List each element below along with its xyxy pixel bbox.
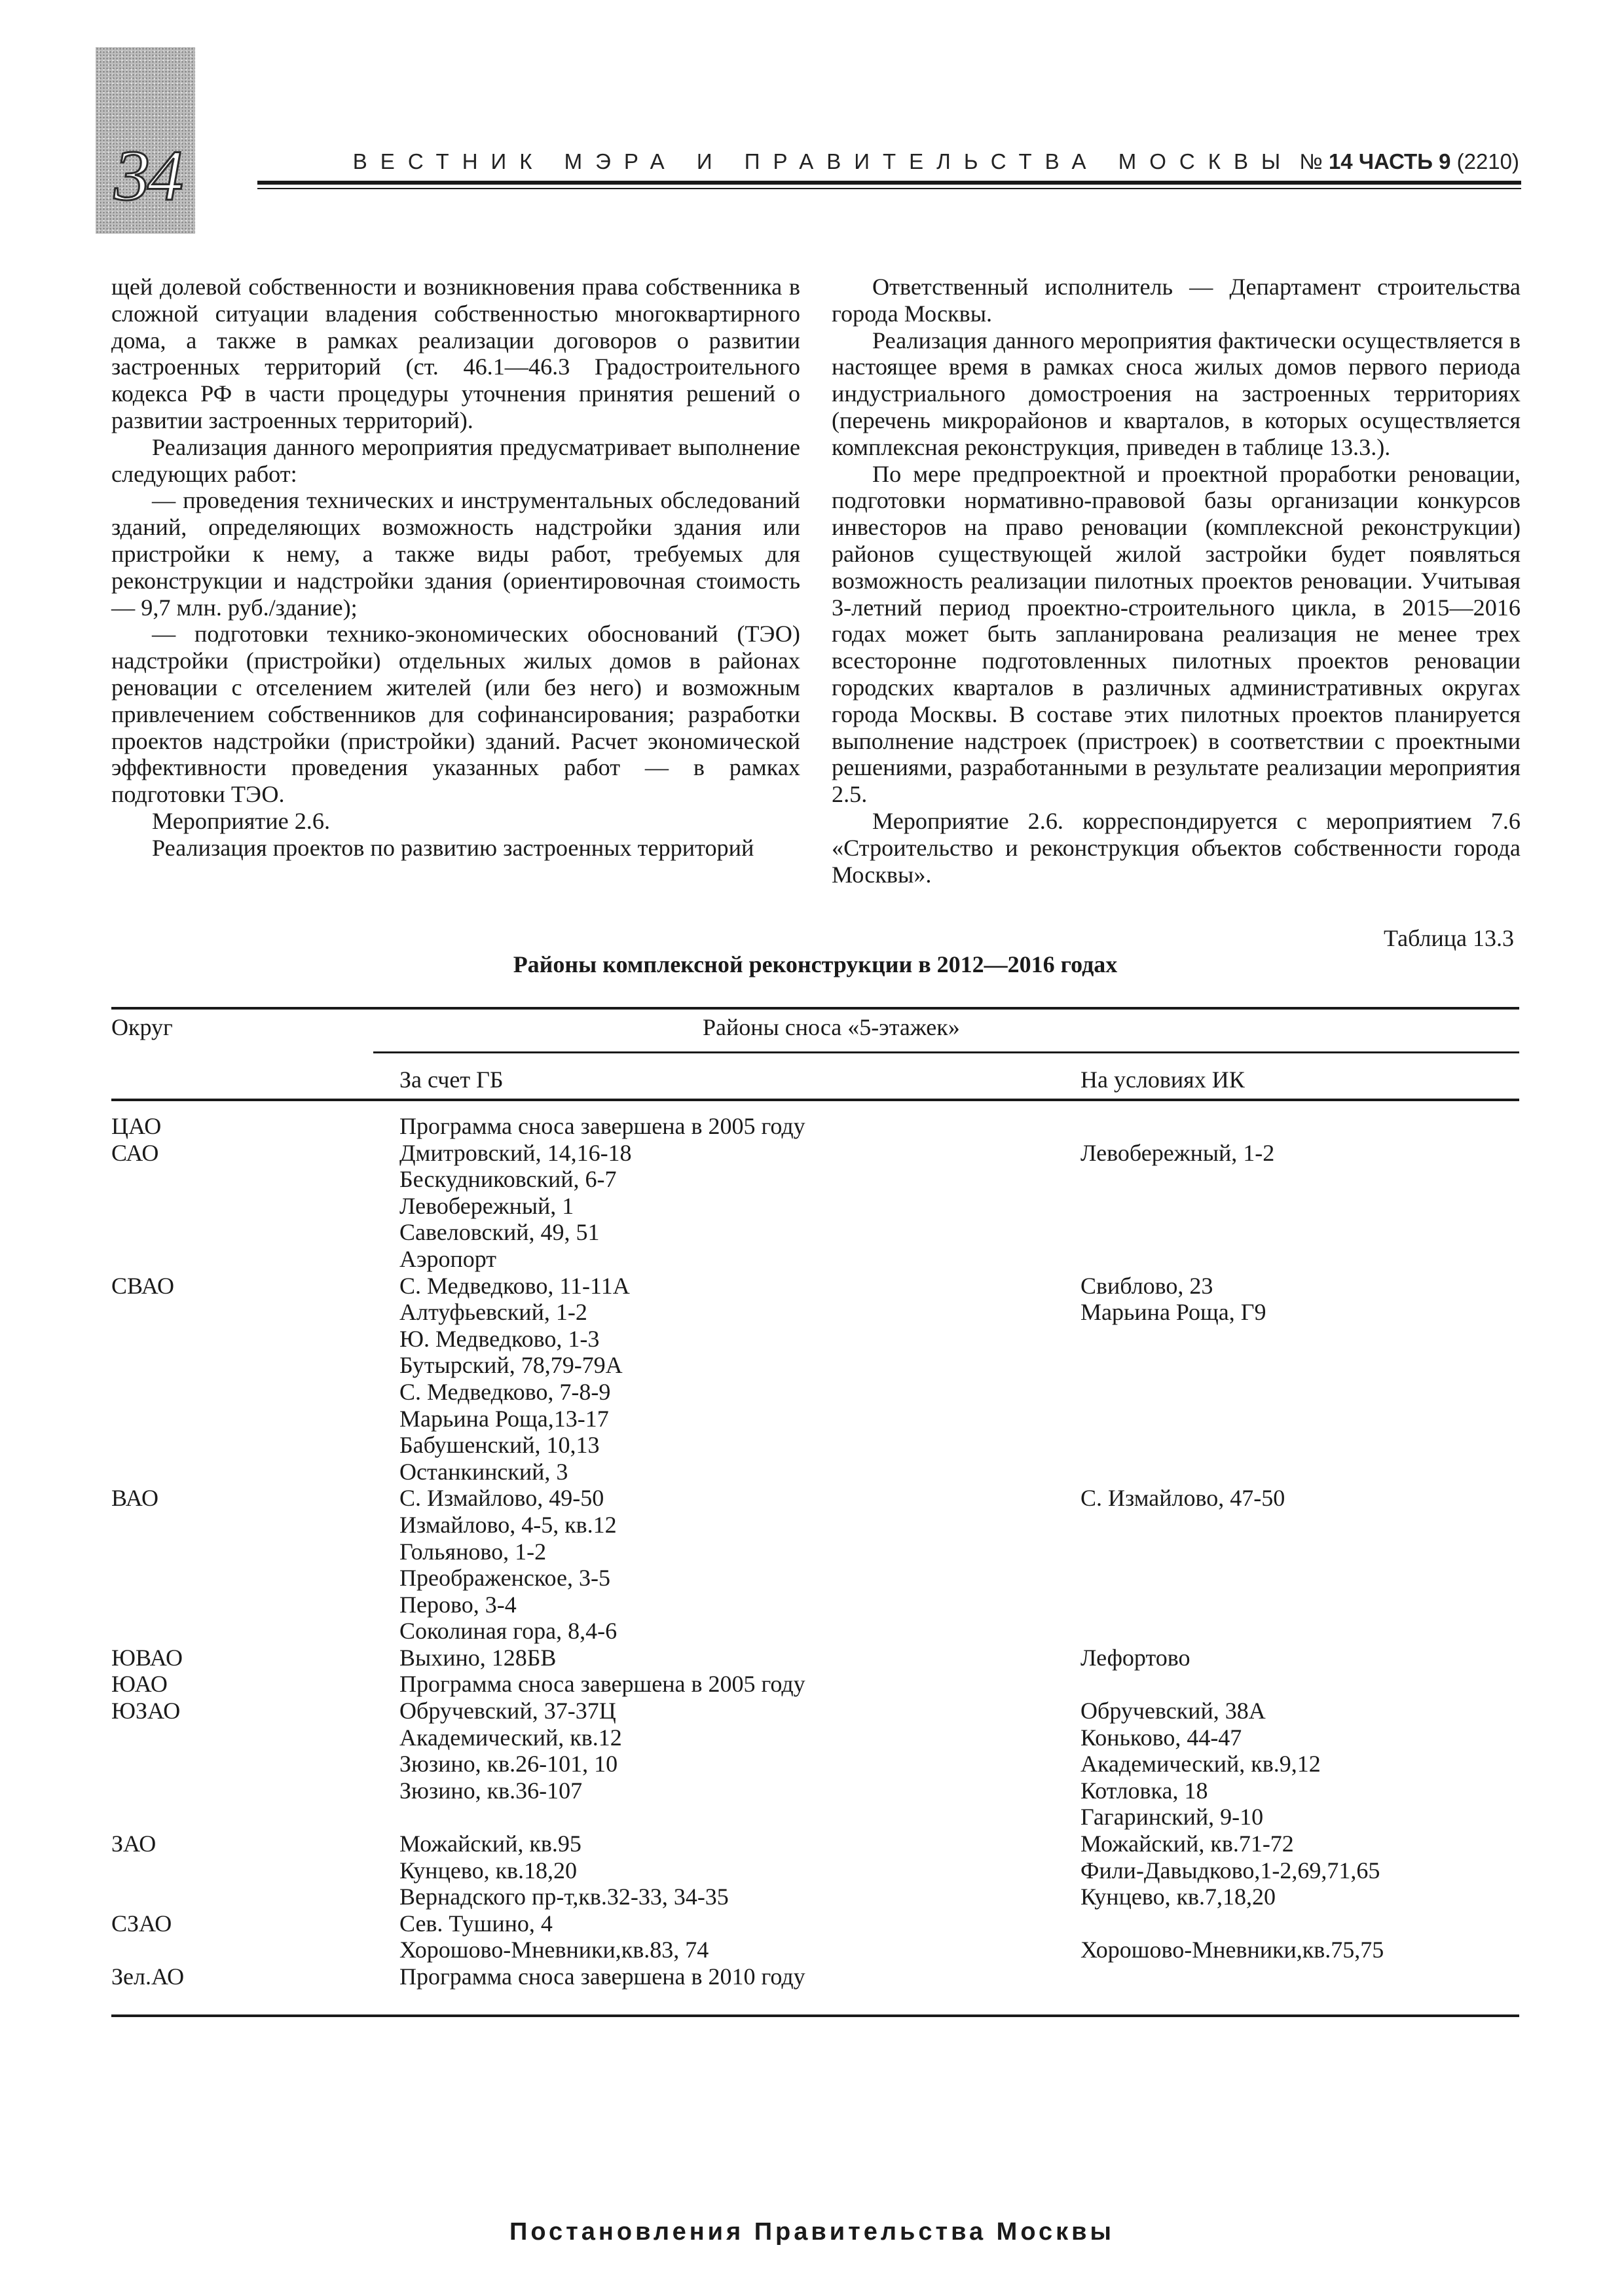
cell-gb: Соколиная гора, 8,4-6 — [399, 1618, 618, 1645]
cell-gb: Кунцево, кв.18,20 — [399, 1857, 578, 1884]
header-rule — [257, 181, 1521, 185]
table-row — [111, 1831, 1519, 1857]
paragraph: Реализация данного мероприятия предусматривает выполнение следующих работ: — [111, 433, 800, 487]
table-row — [111, 1698, 1519, 1724]
cell-gb: Программа сноса завершена в 2005 году — [399, 1671, 805, 1698]
table-row — [111, 1326, 1519, 1353]
table-row — [111, 1618, 1519, 1645]
table-row — [111, 1910, 1519, 1937]
table-row — [111, 1193, 1519, 1220]
cell-ik: Кунцево, кв.7,18,20 — [1080, 1884, 1276, 1910]
table-body — [111, 1113, 1519, 1990]
cell-gb: Останкинский, 3 — [399, 1458, 568, 1485]
table-row — [111, 1379, 1519, 1406]
cell-gb: Зюзино, кв.26-101, 10 — [399, 1751, 618, 1777]
cell-gb: Вернадского пр-т,кв.32-33, 34-35 — [399, 1884, 729, 1910]
right-column — [832, 274, 1521, 888]
table-row — [111, 1299, 1519, 1326]
cell-gb: С. Медведково, 7-8-9 — [399, 1378, 611, 1405]
cell-ik: Можайский, кв.71-72 — [1080, 1831, 1294, 1857]
issue-part: ЧАСТЬ 9 — [1358, 149, 1451, 173]
cell-okrug: ВАО — [111, 1485, 158, 1512]
journal-header — [341, 149, 1519, 174]
table-row — [111, 1113, 1519, 1140]
table-row — [111, 1937, 1519, 1963]
table-title: Районы комплексной реконструкции в 2012—2016 годах — [513, 951, 1118, 977]
paragraph: Реализация проектов по развитию застроенных территорий — [152, 834, 754, 861]
cell-gb: Бескудниковский, 6-7 — [399, 1166, 617, 1193]
cell-gb: Программа сноса завершена в 2005 году — [399, 1113, 805, 1139]
paragraph: Мероприятие 2.6. — [152, 807, 330, 834]
cell-gb: Бабушенский, 10,13 — [399, 1432, 600, 1459]
cell-gb: Аэропорт — [399, 1245, 496, 1272]
table-row — [111, 1166, 1519, 1193]
table-bottom-rule — [111, 2014, 1519, 2017]
table-row — [111, 1963, 1519, 1990]
cell-ik: Фили-Давыдково,1-2,69,71,65 — [1080, 1857, 1380, 1884]
cell-okrug: ЮЗАО — [111, 1698, 181, 1724]
table-row — [111, 1565, 1519, 1592]
cell-ik: С. Измайлово, 47-50 — [1080, 1485, 1285, 1512]
cell-ik: Академический, кв.9,12 — [1080, 1751, 1321, 1777]
table-row — [111, 1432, 1519, 1459]
cell-okrug: ЮВАО — [111, 1644, 183, 1671]
table-row — [111, 1512, 1519, 1539]
cell-gb: Измайлово, 4-5, кв.12 — [399, 1511, 617, 1538]
header-okrug: Округ — [111, 1014, 173, 1040]
page-footer: Постановления Правительства Москвы — [509, 2218, 1115, 2246]
issue-prefix: № — [1299, 149, 1323, 173]
table-row — [111, 1645, 1519, 1671]
table-row — [111, 1219, 1519, 1246]
cell-gb: Выхино, 128БВ — [399, 1644, 557, 1671]
paragraph: Реализация данного мероприятия фактически осуществляется в настоящее время в рамках сноса жилых домов первого периода индустриального домостроения на застроенных территориях (перечень микрорайонов и кварталов, в которых осуществляется комплексная реконструкция, приведен в таблице 13.3.). — [832, 327, 1521, 460]
left-column — [111, 274, 800, 862]
header-rule-thin — [257, 188, 1521, 189]
cell-gb: Обручевский, 37-37Ц — [399, 1698, 616, 1724]
paragraph: — проведения технических и инструментальных обследований зданий, определяющих возможность надстройки здания или пристройки к нему, а также виды работ, требуемых для реконструкции и надстройки здания (ориентировочная стоимость — 9,7 млн. руб./здание); — [111, 487, 800, 621]
cell-gb: Дмитровский, 14,16-18 — [399, 1139, 632, 1166]
cell-ik: Свиблово, 23 — [1080, 1272, 1213, 1299]
paragraph: Мероприятие 2.6. корреспондируется с мероприятием 7.6 «Строительство и реконструкция объектов собственности города Москвы». — [832, 807, 1521, 888]
cell-gb: Хорошово-Мневники,кв.83, 74 — [399, 1937, 709, 1963]
issue-number: 14 — [1328, 149, 1353, 173]
table-row — [111, 1804, 1519, 1831]
cell-gb: Перово, 3-4 — [399, 1591, 517, 1618]
table-row — [111, 1724, 1519, 1751]
cell-gb: Левобережный, 1 — [399, 1192, 574, 1219]
cell-gb: Бутырский, 78,79-79А — [399, 1352, 623, 1379]
cell-gb: Можайский, кв.95 — [399, 1831, 581, 1857]
table-label: Таблица 13.3 — [1384, 925, 1514, 951]
cell-gb: Сев. Тушино, 4 — [399, 1910, 553, 1937]
journal-name: ВЕСТНИК МЭРА И ПРАВИТЕЛЬСТВА МОСКВЫ — [352, 149, 1294, 173]
table-row — [111, 1352, 1519, 1379]
cell-okrug: ЮАО — [111, 1671, 168, 1698]
table-row — [111, 1671, 1519, 1698]
cell-ik: Обручевский, 38А — [1080, 1698, 1266, 1724]
cell-okrug: САО — [111, 1139, 159, 1166]
cell-ik: Котловка, 18 — [1080, 1777, 1208, 1804]
table-row — [111, 1884, 1519, 1910]
header-ik: На условиях ИК — [1080, 1066, 1245, 1093]
cell-ik: Гагаринский, 9-10 — [1080, 1804, 1264, 1831]
cell-gb: Академический, кв.12 — [399, 1724, 622, 1751]
table-row — [111, 1485, 1519, 1512]
table-row — [111, 1273, 1519, 1300]
cell-gb: Преображенское, 3-5 — [399, 1565, 610, 1592]
table-row — [111, 1246, 1519, 1273]
cell-gb: Марьина Роща,13-17 — [399, 1405, 609, 1432]
cell-okrug: ЗАО — [111, 1831, 157, 1857]
header-group: Районы сноса «5-этажек» — [703, 1014, 960, 1040]
cell-okrug: Зел.АО — [111, 1963, 185, 1990]
table-row — [111, 1539, 1519, 1565]
paragraph: — подготовки технико-экономических обоснований (ТЭО) надстройки (пристройки) отдельных жилых домов в районах реновации с отселением жителей (или без него) и возможным привлечением собственников для софинансирования; разработки проектов надстройки (пристройки) зданий. Расчет экономической эффективности проведения указанных работ — в рамках подготовки ТЭО. — [111, 621, 800, 808]
table-row — [111, 1406, 1519, 1432]
cell-gb: Гольяново, 1-2 — [399, 1538, 547, 1565]
table-row — [111, 1777, 1519, 1804]
table-row — [111, 1140, 1519, 1167]
page-number: 34 — [114, 136, 181, 215]
cell-ik: Марьина Роща, Г9 — [1080, 1299, 1266, 1326]
paragraph: щей долевой собственности и возникновения права собственника в сложной ситуации владения собственностью многоквартирного дома, а также в рамках реализации договоров о развитии застроенных территорий (ст. 46.1—46.3 Градостроительного кодекса РФ в части процедуры уточнения принятия решений о развитии застроенных территорий). — [111, 274, 800, 433]
cell-ik: Хорошово-Мневники,кв.75,75 — [1080, 1937, 1384, 1963]
table-header-rule — [111, 1099, 1519, 1101]
cell-gb: С. Медведково, 11-11А — [399, 1272, 630, 1299]
header-gb: За счет ГБ — [399, 1066, 504, 1093]
cell-gb: Программа сноса завершена в 2010 году — [399, 1963, 805, 1990]
table-group-rule — [373, 1051, 1519, 1053]
issue-total: (2210) — [1456, 149, 1519, 173]
cell-gb: Ю. Медведково, 1-3 — [399, 1325, 600, 1352]
cell-okrug: ЦАО — [111, 1113, 162, 1139]
cell-ik: Лефортово — [1080, 1644, 1190, 1671]
cell-ik: Коньково, 44-47 — [1080, 1724, 1242, 1751]
table-row — [111, 1459, 1519, 1485]
cell-ik: Левобережный, 1-2 — [1080, 1139, 1275, 1166]
table-top-rule — [111, 1007, 1519, 1010]
cell-gb: Зюзино, кв.36-107 — [399, 1777, 583, 1804]
cell-gb: Алтуфьевский, 1-2 — [399, 1299, 587, 1326]
paragraph: По мере предпроектной и проектной проработки реновации, подготовки нормативно-правовой базы организации конкурсов инвесторов на право реновации (комплексной реконструкции) районов существующей жилой застройки будет появляться возможность реализации пилотных проектов реновации. Учитывая 3-летний период проектно-строительного цикла, в 2015—2016 годах может быть запланирована реализация не менее трех всесторонне подготовленных пилотных проектов реновации городских кварталов в различных административных округах города Москвы. В составе этих пилотных проектов планируется выполнение надстроек (пристроек) в соответствии с проектными решениями, разработанными в результате реализации мероприятия 2.5. — [832, 460, 1521, 808]
paragraph: Ответственный исполнитель — Департамент строительства города Москвы. — [832, 274, 1521, 327]
table-row — [111, 1857, 1519, 1884]
cell-gb: С. Измайлово, 49-50 — [399, 1485, 604, 1512]
cell-okrug: СЗАО — [111, 1910, 172, 1937]
table-row — [111, 1592, 1519, 1618]
cell-okrug: СВАО — [111, 1272, 174, 1299]
cell-gb: Савеловский, 49, 51 — [399, 1219, 600, 1246]
table-row — [111, 1751, 1519, 1777]
